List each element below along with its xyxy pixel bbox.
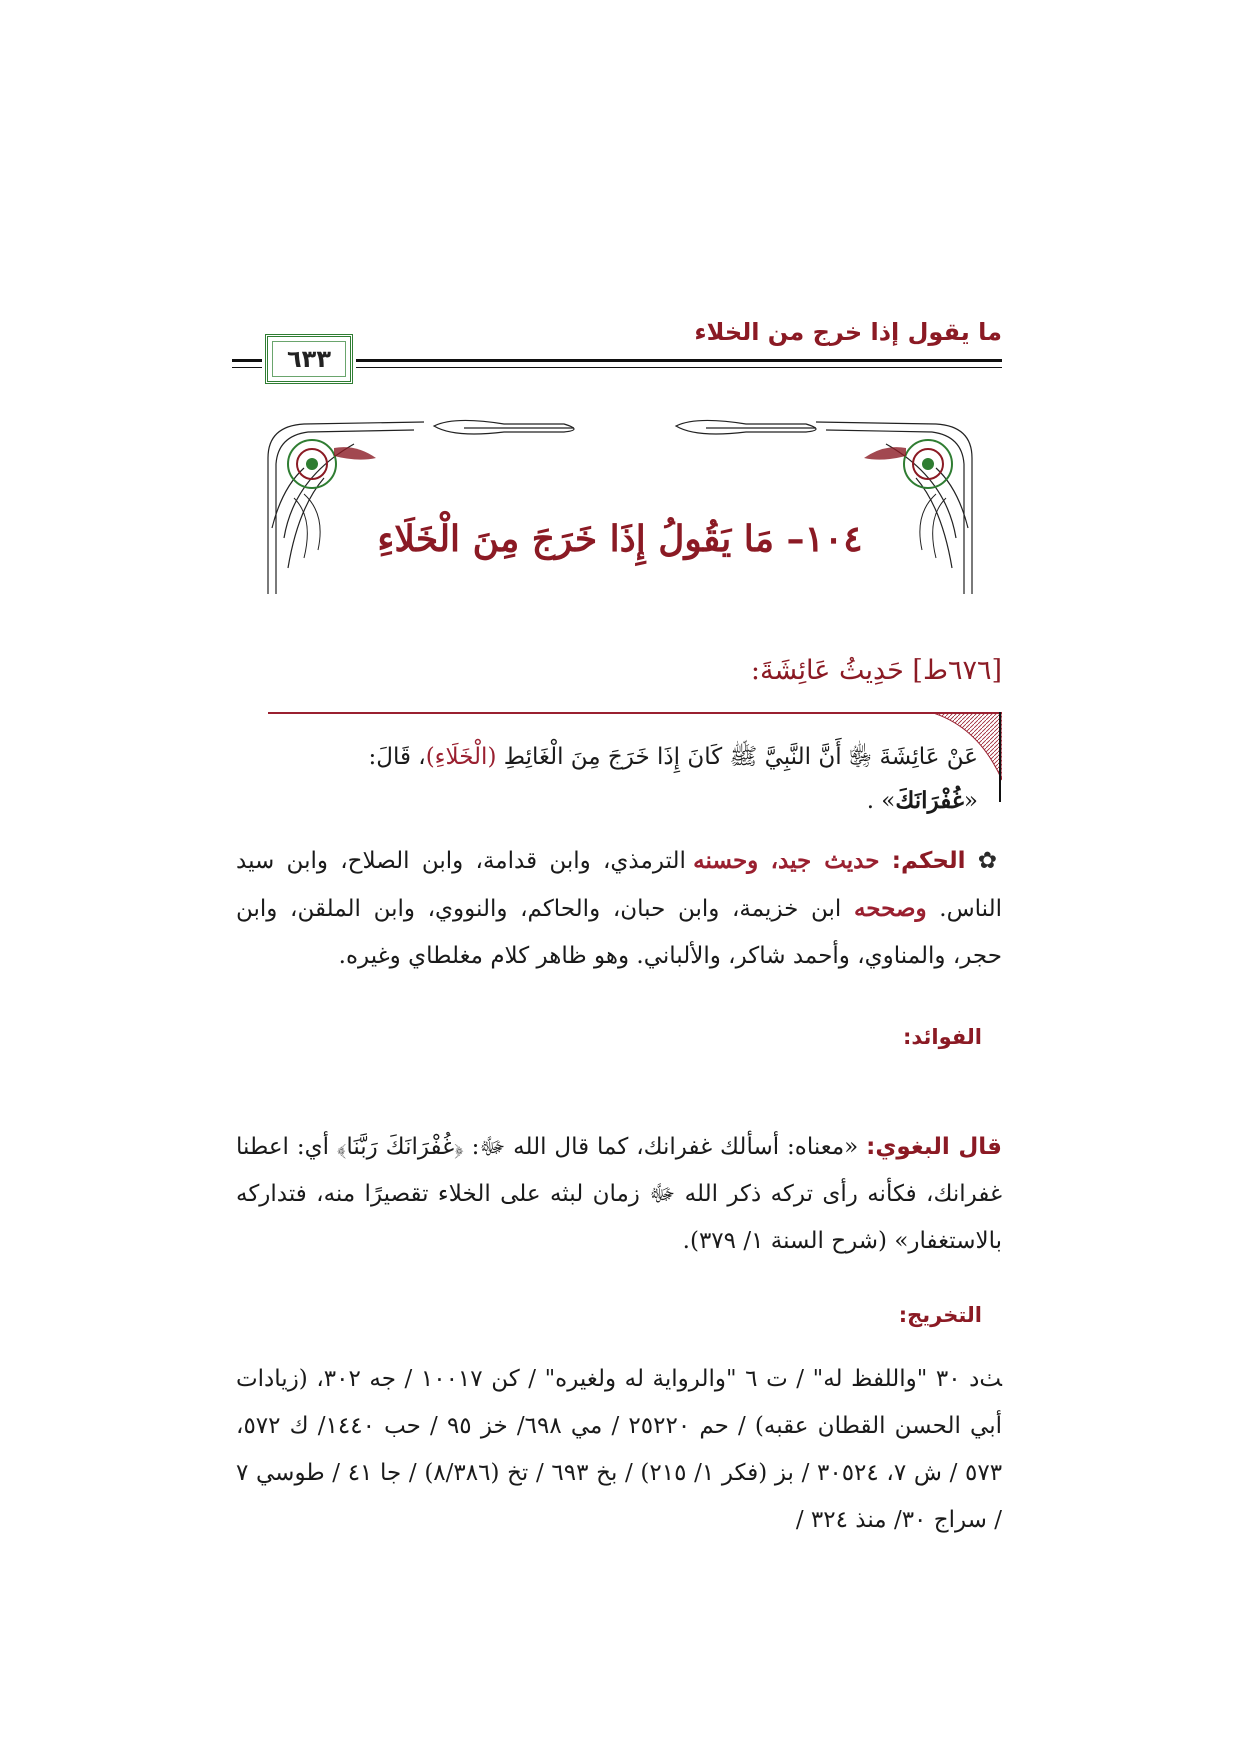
takhrij-text: ﭟد ٣٠ "واللفظ له" / ت ٦ "والرواية له ولغيره" / كن ١٠٠١٧ / جه ٣٠٢، (زيادات أبي الحسن القطان عقبه) / حم ٢٥٢٢٠ / مي ٦٩٨/ خز ٩٥ / حب ١٤٤٠/ ك ٥٧٢، ٥٧٣ / ش ٧، ٣٠٥٢٤ / بز (فكر ١/ ٢١٥) / بخ ٦٩٣ / تخ (٨/٣٨٦) / جا ٤١ / طوسي ٧ / سراج ٣٠/ منذ ٣٢٤ /: [236, 1366, 1003, 1533]
page-number: ٦٣٣: [265, 334, 353, 384]
hukm-hassanahu: وحسنه: [693, 847, 759, 874]
rosette-left-icon: [288, 440, 376, 488]
hukm-grade: حديث جيد،: [770, 847, 880, 874]
baghawi-label: قال البغوي:: [866, 1134, 1002, 1160]
hukm-sahhahu: وصححه: [853, 895, 927, 922]
chapter-title: ١٠٤– مَا يَقُولُ إِذَا خَرَجَ مِنَ الْخَلَاءِ: [377, 518, 863, 560]
hukm-text-2: ابن خزيمة، وابن حبان، والحاكم، والنووي، وابن الملقن، وابن حجر، والمناوي، وأحمد شاكر، والألباني. وهو ظاهر كلام مغلطاي وغيره.: [236, 896, 1002, 969]
hadith-part1: عَنْ عَائِشَةَ ﵂ أَنَّ النَّبِيَّ ﷺ كَانَ إِذَا خَرَجَ مِنَ الْغَائِطِ: [496, 744, 978, 770]
hadith-variant: (الْخَلَاءِ): [425, 744, 497, 770]
baghawi-text: «معناه: أسألك غفرانك، كما قال الله ﷻ: ﴿غُفْرَانَكَ رَبَّنَا﴾ أي: اعطنا غفرانك، فكأنه رأى تركه ذكر الله ﷻ زمان لبثه على الخلاء تقصيرًا منه، فتداركه بالاستغفار» (شرح السنة ١/ ٣٧٩).: [236, 1134, 1002, 1254]
header-rule-bottom-right: [356, 367, 1002, 368]
hadith-text: [258, 735, 978, 823]
hadith-quote: غُفْرَانَكَ: [895, 787, 964, 814]
takhrij-paragraph: [236, 1356, 1002, 1544]
hadith-reference: [٦٧٦ط] حَدِيثُ عَائِشَةَ:: [750, 655, 1002, 686]
baghawi-paragraph: [236, 1124, 1002, 1265]
hadith-part2: ، قَالَ:: [368, 744, 426, 770]
header-rule-top: [232, 359, 262, 362]
hukm-label: الحكم:: [891, 848, 966, 874]
header-rule-bottom: [232, 367, 262, 368]
hadith-box-rule: [268, 712, 1002, 714]
quote-open: «: [963, 788, 978, 814]
chapter-frame: [264, 418, 976, 594]
hukm-text-1: الترمذي، وابن قدامة، وابن الصلاح، وابن سيد الناس.: [236, 848, 1003, 922]
running-title: ما يقول إذا خرج من الخلاء: [694, 318, 1002, 346]
quote-close: » .: [866, 788, 896, 814]
flower-ornament-icon: ✿: [977, 848, 1002, 874]
fawaid-label: الفوائد:: [903, 1025, 982, 1049]
header-rule-top-right: [356, 359, 1002, 362]
hukm-paragraph: [236, 837, 1002, 980]
rosette-right-icon: [864, 440, 952, 488]
takhrij-label: التخريج:: [898, 1303, 982, 1327]
